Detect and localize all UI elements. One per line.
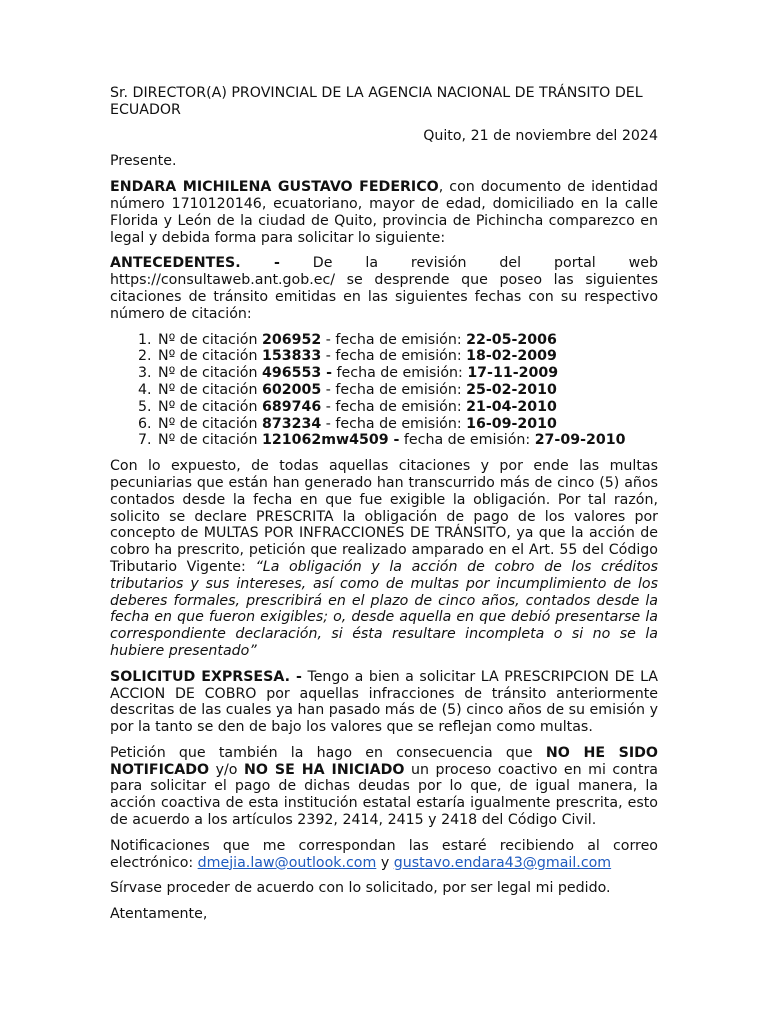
citation-date-label: - fecha de emisión: bbox=[321, 381, 467, 398]
email-link[interactable]: dmejia.law@outlook.com bbox=[197, 854, 377, 871]
citation-item bbox=[156, 416, 658, 433]
citation-date-label: - fecha de emisión: bbox=[321, 415, 467, 432]
citation-prefix: Nº de citación bbox=[158, 398, 262, 415]
citation-date: 25-02-2010 bbox=[466, 381, 557, 398]
citation-item bbox=[156, 365, 658, 382]
antecedentes-heading: ANTECEDENTES. - bbox=[110, 255, 280, 272]
citation-date-label: fecha de emisión: bbox=[399, 432, 535, 449]
peticion-text: y/o bbox=[209, 761, 244, 778]
citation-list bbox=[110, 332, 658, 450]
antecedentes-paragraph bbox=[110, 255, 658, 322]
legal-quote: “La obligación y la acción de cobro de los créditos tributarios y sus intereses, así como de multas por incumplimiento de los deberes formales, prescribirá en el plazo de cinco años, contados desde la fecha en que fueron exigibles; o, desde aquella en que debió presentarse la correspondiente declaración, si ésta resultare incompleta o si no se la hubiere presentado” bbox=[110, 558, 658, 659]
peticion-emphasis: NO HE SIDO NOTIFICADO bbox=[110, 744, 658, 778]
citation-date: 16-09-2010 bbox=[466, 415, 557, 432]
citation-item bbox=[156, 382, 658, 399]
citation-number: 873234 bbox=[261, 415, 322, 432]
citation-item bbox=[156, 332, 658, 349]
greeting: Presente. bbox=[110, 153, 177, 170]
citation-number: 602005 bbox=[261, 381, 322, 398]
citation-date: 22-05-2006 bbox=[466, 331, 557, 348]
letter-body bbox=[110, 85, 658, 932]
citation-prefix: Nº de citación bbox=[158, 348, 262, 365]
citation-prefix: Nº de citación bbox=[158, 415, 262, 432]
signoff: Atentamente, bbox=[110, 906, 208, 923]
citation-prefix: Nº de citación bbox=[158, 331, 262, 348]
solicitud-heading: SOLICITUD EXPRSESA. - bbox=[110, 668, 302, 685]
citation-date: 17-11-2009 bbox=[467, 365, 559, 382]
citation-number: 153833 bbox=[261, 348, 322, 365]
solicitud-text: Tengo a bien a solicitar LA PRESCRIPCION DE LA ACCION DE COBRO por aquellas infracciones de tránsito anteriormente descritas de las cuales ya han pasado más de (5) cinco años de su emisión y por la tanto se den de bajo los valores que se reflejan como multas. bbox=[110, 668, 659, 736]
peticion-text: Petición que también la hago en consecuencia que bbox=[110, 744, 546, 761]
intro-paragraph bbox=[110, 179, 658, 246]
addressee: Sr. DIRECTOR(A) PROVINCIAL DE LA AGENCIA NACIONAL DE TRÁNSITO DEL ECUADOR bbox=[110, 85, 643, 118]
citation-prefix: Nº de citación bbox=[158, 432, 262, 449]
citation-item bbox=[156, 399, 658, 416]
citation-date-label: fecha de emisión: bbox=[332, 365, 468, 382]
citation-number: 121062mw4509 - bbox=[261, 432, 400, 449]
date-line: Quito, 21 de noviembre del 2024 bbox=[423, 127, 658, 144]
citation-date-label: - fecha de emisión: bbox=[321, 398, 467, 415]
citation-number: 206952 bbox=[261, 331, 322, 348]
email-link[interactable]: gustavo.endara43@gmail.com bbox=[393, 854, 612, 871]
citation-date: 27-09-2010 bbox=[534, 432, 626, 449]
notificaciones-text: Notificaciones que me correspondan las estaré recibiendo al correo electrónico: bbox=[110, 837, 658, 871]
citation-date-label: - fecha de emisión: bbox=[321, 348, 467, 365]
antecedentes-text: De la revisión del portal web https://consultaweb.ant.gob.ec/ se desprende que poseo las siguientes citaciones de tránsito emitidas en las siguientes fechas con su respectivo número de citación: bbox=[110, 255, 658, 322]
citation-number: 689746 bbox=[261, 398, 322, 415]
citation-item bbox=[156, 348, 658, 365]
citation-date-label: - fecha de emisión: bbox=[321, 331, 467, 348]
citation-date: 21-04-2010 bbox=[466, 398, 557, 415]
petitioner-name: ENDARA MICHILENA GUSTAVO FEDERICO bbox=[110, 179, 439, 196]
peticion-text: un proceso coactivo en mi contra para solicitar el pago de dichas deudas por lo que, de igual manera, la acción coactiva de esta institución estatal estaría igualmente prescrita, esto de acuerdo a los artículos 2392, 2414, 2415 y 2418 del Código Civil. bbox=[110, 761, 658, 829]
notificaciones-paragraph bbox=[110, 838, 658, 872]
citation-prefix: Nº de citación bbox=[158, 365, 262, 382]
citation-prefix: Nº de citación bbox=[158, 381, 262, 398]
peticion-paragraph bbox=[110, 745, 658, 829]
citation-item bbox=[156, 432, 658, 449]
peticion-emphasis: NO SE HA INICIADO bbox=[244, 761, 405, 778]
solicitud-paragraph bbox=[110, 669, 658, 736]
expuesto-paragraph bbox=[110, 458, 658, 660]
closing-request: Sírvase proceder de acuerdo con lo solicitado, por ser legal mi pedido. bbox=[110, 880, 611, 897]
citation-date: 18-02-2009 bbox=[466, 348, 557, 365]
expuesto-text: Con lo expuesto, de todas aquellas citaciones y por ende las multas pecuniarias que están han generado han transcurrido más de cinco (5) años contados desde la fecha en que fue exigible la obligación. Por tal razón, solicito se declare PRESCRITA la obligación de pago de los valores por concepto de MULTAS POR INFRACCIONES DE TRÁNSITO, ya que la acción de cobro ha prescrito, petición que realizado amparado en el Art. 55 del Código Tributario Vigente: bbox=[110, 458, 658, 575]
citation-number: 496553 - bbox=[261, 365, 333, 382]
intro-text: , con documento de identidad número 1710120146, ecuatoriano, mayor de edad, domiciliado en la calle Florida y León de la ciudad de Quito, provincia de Pichincha comparezco en legal y debida forma para solicitar lo siguiente: bbox=[110, 179, 658, 246]
notificaciones-conjunction: y bbox=[376, 854, 394, 871]
